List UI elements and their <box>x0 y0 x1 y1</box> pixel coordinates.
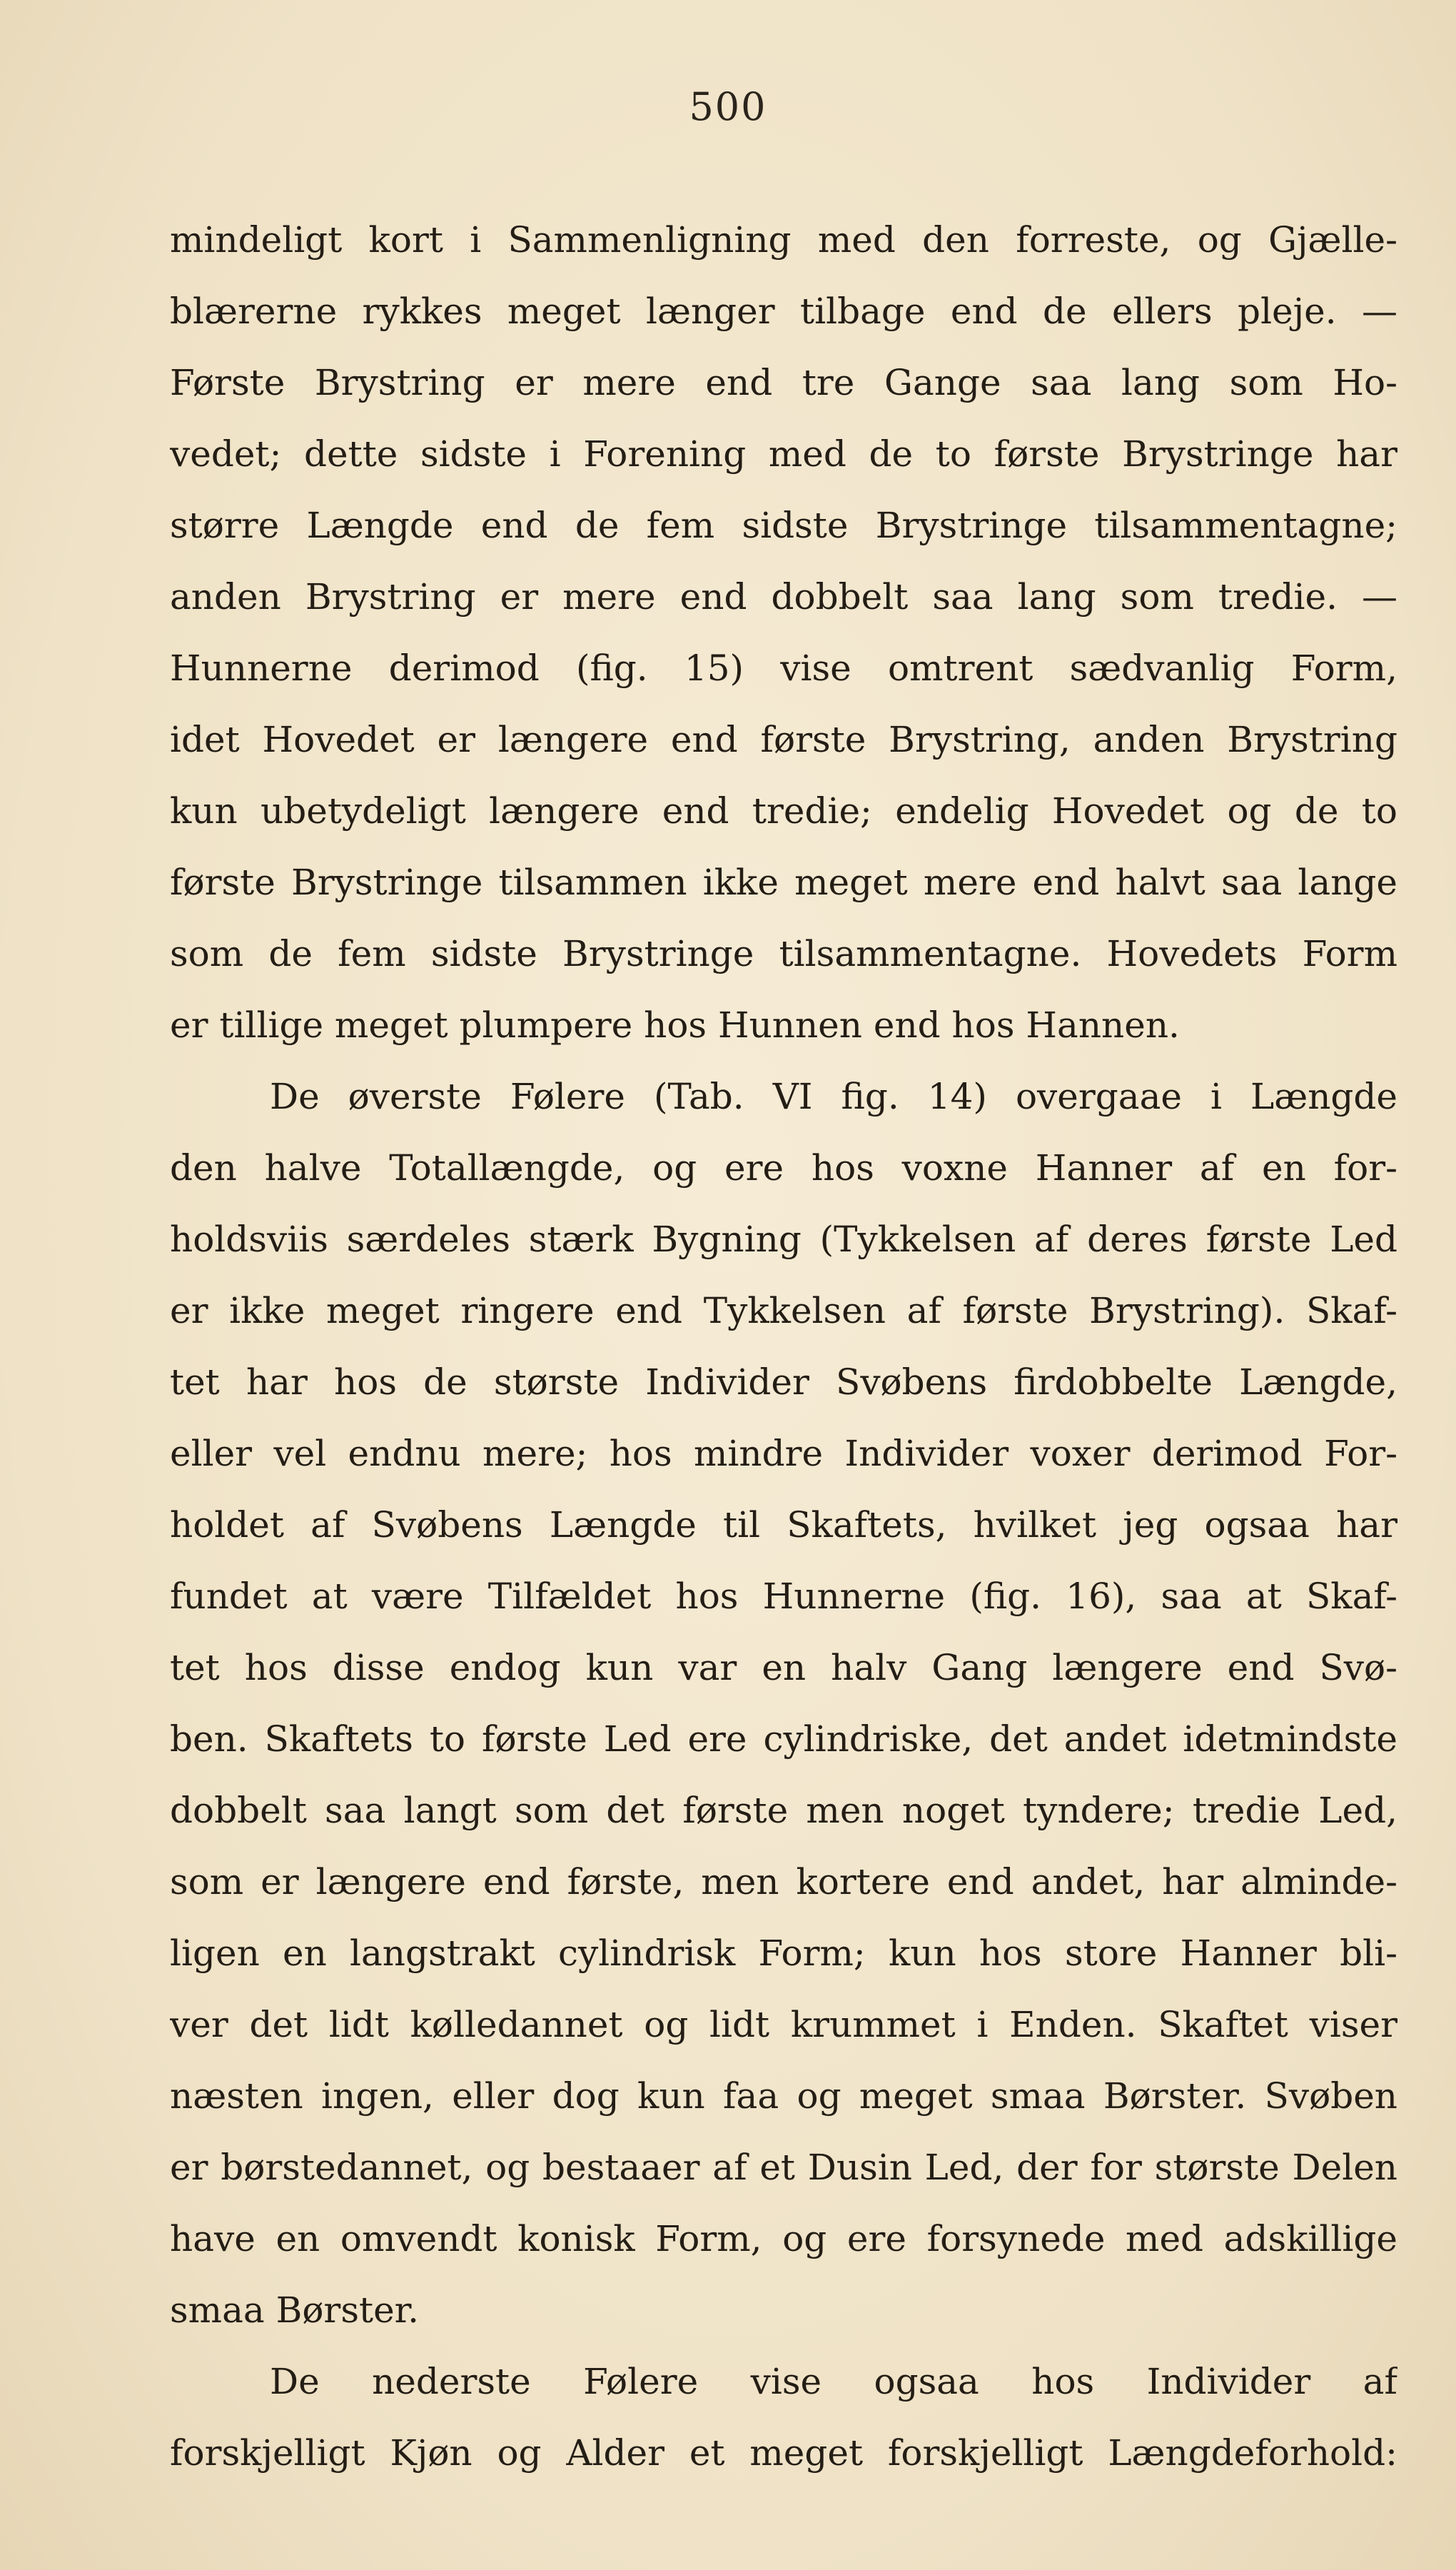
text-line: idet Hovedet er længere end første Brystring, anden Brystring <box>170 719 1397 760</box>
text-line: ver det lidt kølledannet og lidt krummet i Enden. Skaftet viser <box>170 2004 1397 2045</box>
text-line: mindeligt kort i Sammenligning med den forreste, og Gjælle- <box>170 219 1397 261</box>
body-text <box>170 204 1397 2489</box>
text-line: anden Brystring er mere end dobbelt saa lang som tredie. — <box>170 576 1397 618</box>
text-line: som de fem sidste Brystringe tilsammentagne. Hovedets Form <box>170 933 1397 974</box>
text-line: holdet af Svøbens Længde til Skaftets, hvilket jeg ogsaa har <box>170 1504 1397 1546</box>
text-line: er ikke meget ringere end Tykkelsen af første Brystring). Skaf- <box>170 1290 1397 1331</box>
text-line: større Længde end de fem sidste Brystringe tilsammentagne; <box>170 505 1397 546</box>
text-line: tet har hos de største Individer Svøbens firdobbelte Længde, <box>170 1361 1397 1403</box>
text-line: Hunnerne derimod (fig. 15) vise omtrent sædvanlig Form, <box>170 647 1397 689</box>
text-line: De øverste Følere (Tab. VI fig. 14) overgaae i Længde <box>270 1076 1397 1117</box>
text-line: er tillige meget plumpere hos Hunnen end hos Hannen. <box>170 1004 1180 1046</box>
page-number: 500 <box>689 84 767 129</box>
text-line: Første Brystring er mere end tre Gange saa lang som Ho- <box>170 362 1397 403</box>
text-line: kun ubetydeligt længere end tredie; endelig Hovedet og de to <box>170 790 1397 832</box>
text-line: den halve Totallængde, og ere hos voxne Hanner af en for- <box>170 1147 1397 1189</box>
text-line: holdsviis særdeles stærk Bygning (Tykkelsen af deres første Led <box>170 1219 1397 1260</box>
text-line: De nederste Følere vise ogsaa hos Individer af <box>270 2361 1397 2402</box>
text-line: næsten ingen, eller dog kun faa og meget smaa Børster. Svøben <box>170 2075 1397 2117</box>
text-line: smaa Børster. <box>170 2289 419 2331</box>
text-line: ligen en langstrakt cylindrisk Form; kun hos store Hanner bli- <box>170 1932 1397 1974</box>
text-line: første Brystringe tilsammen ikke meget mere end halvt saa lange <box>170 862 1397 903</box>
text-line: blærerne rykkes meget længer tilbage end de ellers pleje. — <box>170 291 1397 332</box>
text-line: som er længere end første, men kortere end andet, har alminde- <box>170 1861 1397 1903</box>
text-line: er børstedannet, og bestaaer af et Dusin Led, der for største Delen <box>170 2147 1397 2188</box>
text-line: have en omvendt konisk Form, og ere forsynede med adskillige <box>170 2218 1397 2259</box>
text-line: tet hos disse endog kun var en halv Gang længere end Svø- <box>170 1647 1397 1688</box>
text-line: forskjelligt Kjøn og Alder et meget forskjelligt Længdeforhold: <box>170 2432 1397 2474</box>
text-line: fundet at være Tilfældet hos Hunnerne (fig. 16), saa at Skaf- <box>170 1576 1397 1617</box>
text-line: eller vel endnu mere; hos mindre Individer voxer derimod For- <box>170 1433 1397 1474</box>
text-line: vedet; dette sidste i Forening med de to første Brystringe har <box>170 433 1397 475</box>
text-line: dobbelt saa langt som det første men noget tyndere; tredie Led, <box>170 1790 1397 1831</box>
text-line: ben. Skaftets to første Led ere cylindriske, det andet idetmindste <box>170 1718 1397 1760</box>
